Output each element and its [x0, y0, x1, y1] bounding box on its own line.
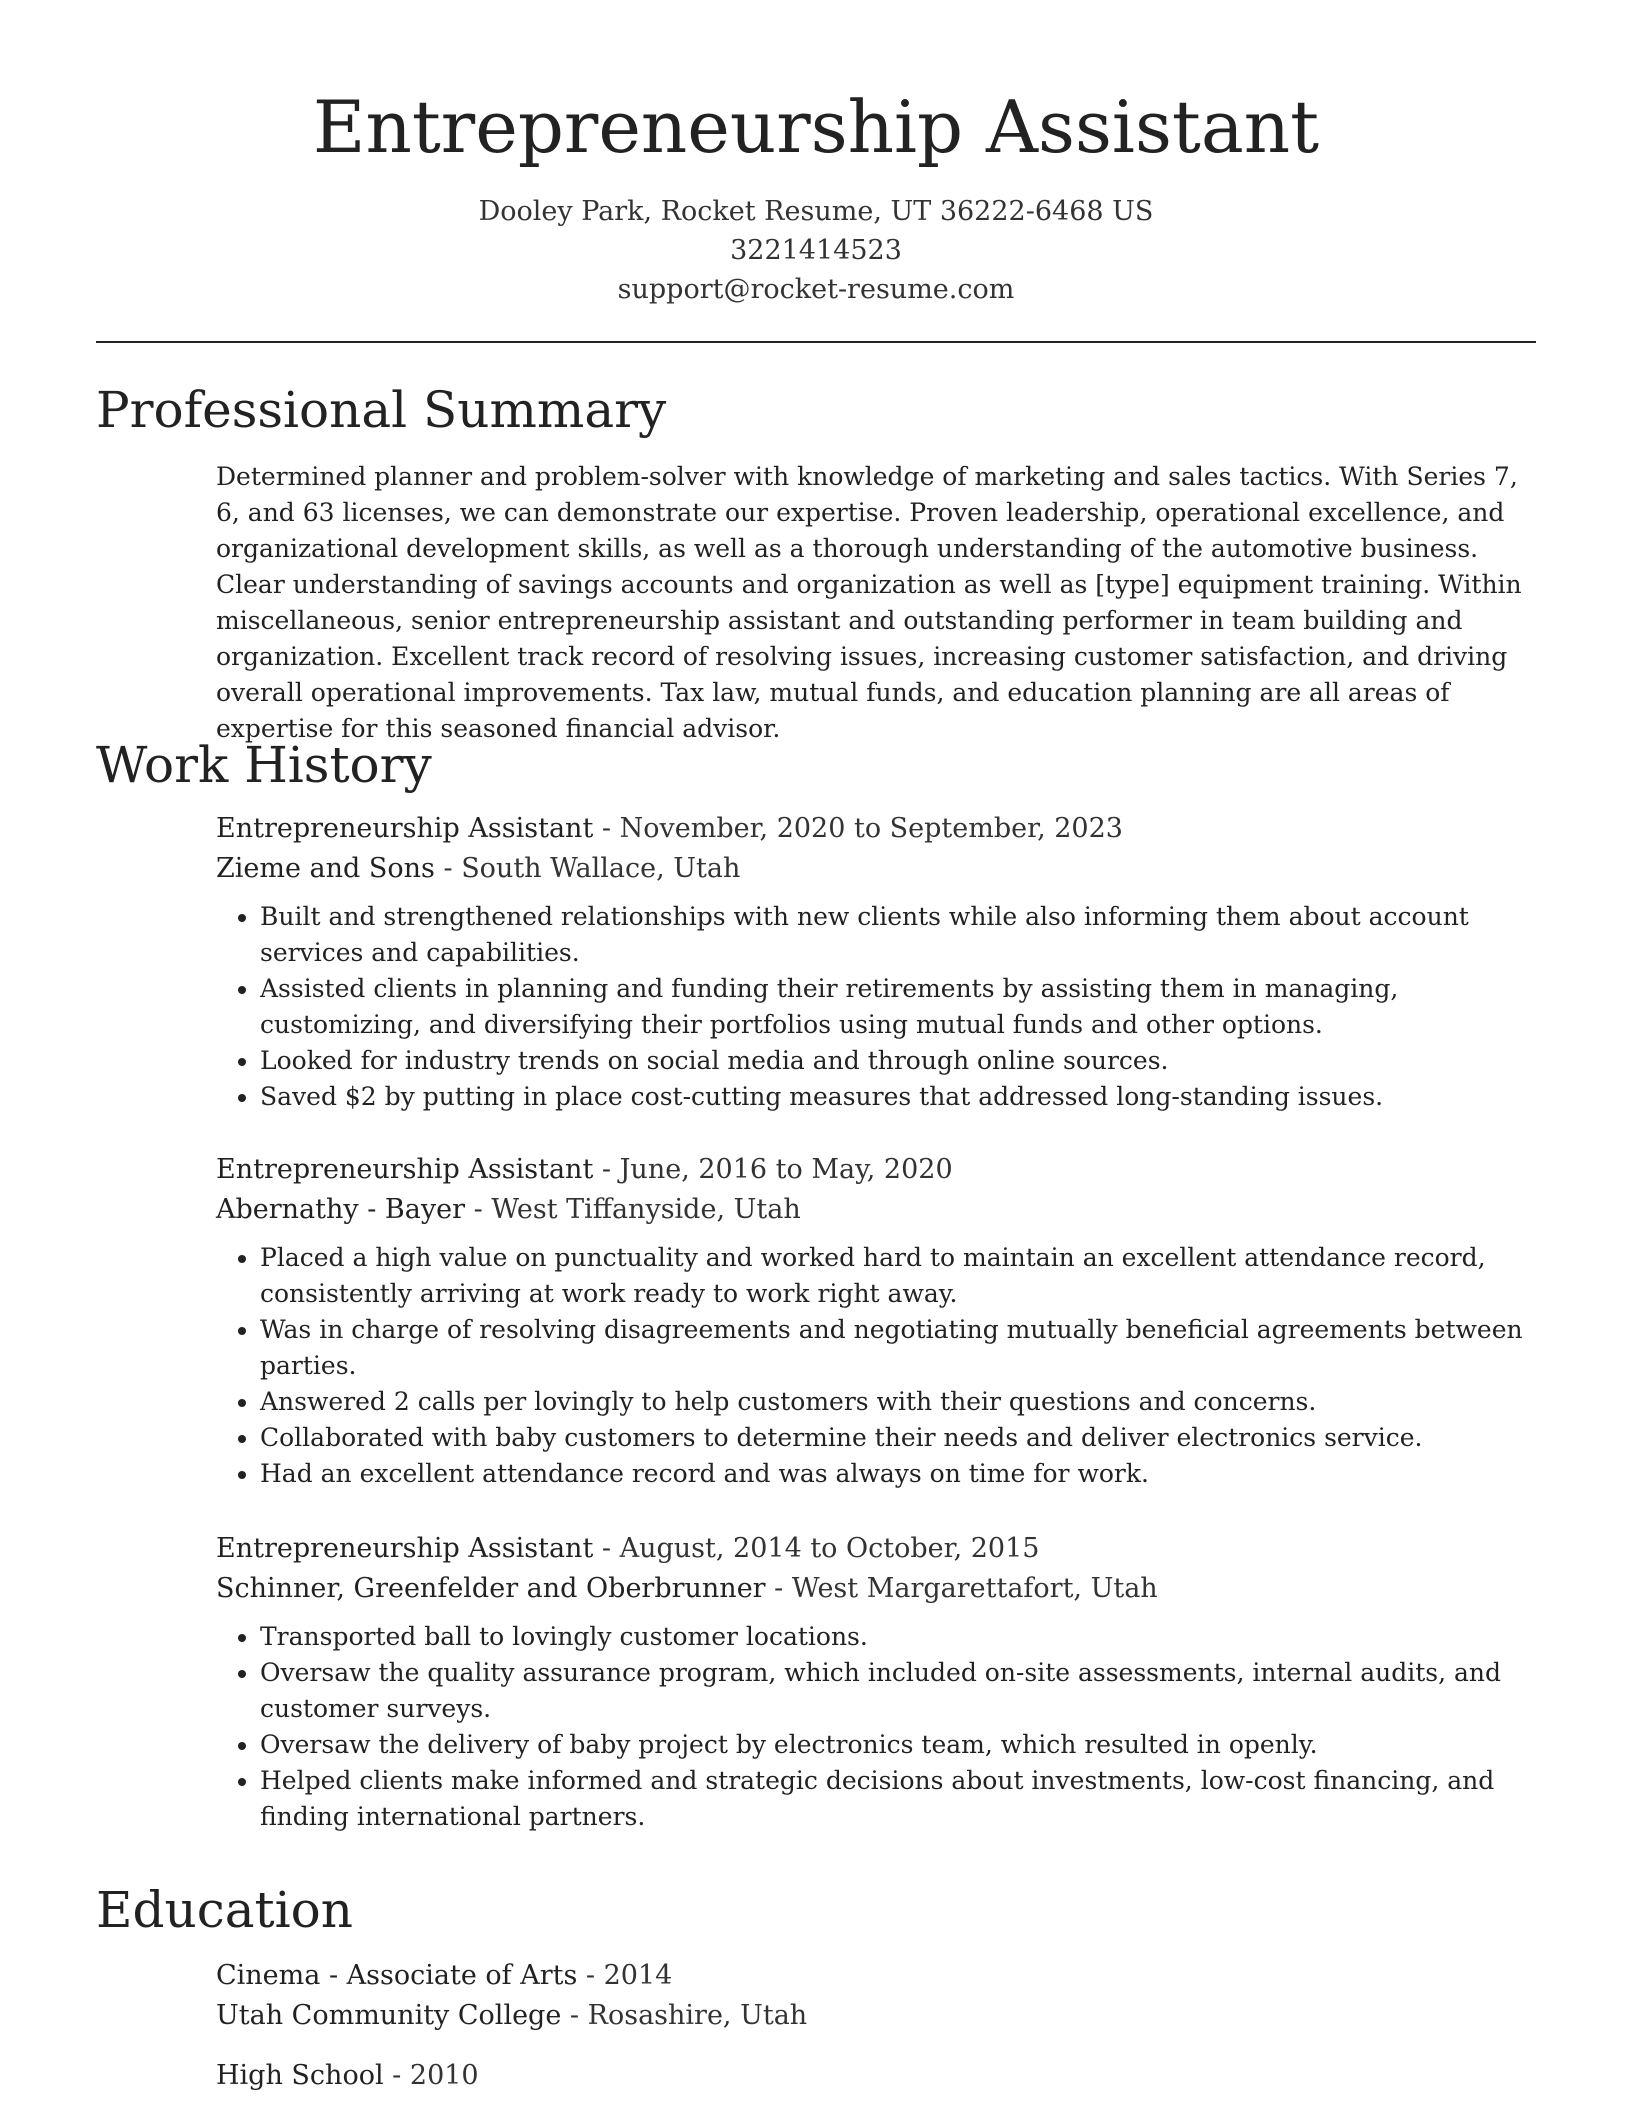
employer: Zieme and Sons [216, 853, 435, 884]
duty-item: • Looked for industry trends on social media and through online sources. [260, 1043, 1536, 1079]
degree-line: High School - 2010 [216, 2060, 479, 2091]
work-history-heading: Work History [96, 736, 432, 794]
duty-item: • Had an excellent attendance record and was always on time for work. [260, 1456, 1536, 1492]
school-location: Rosashire, Utah [587, 2000, 808, 2031]
summary-heading: Professional Summary [96, 381, 667, 439]
graduation-year: 2014 [603, 1960, 673, 1991]
address: Dooley Park, Rocket Resume, UT 36222-6468 US [478, 196, 1154, 227]
employer: Schinner, Greenfelder and Oberbrunner [216, 1573, 766, 1604]
summary-section [216, 459, 1536, 747]
duty-item: • Oversaw the delivery of baby project by electronics team, which resulted in openly. [260, 1727, 1536, 1763]
duty-item: • Placed a high value on punctuality and worked hard to maintain an excellent attendance record, consistently arriving at work ready to work right away. [260, 1240, 1536, 1312]
job-title-line: Entrepreneurship Assistant - November, 2020 to September, 2023 [216, 813, 1123, 844]
school-line: Utah Community College - Rosashire, Utah [216, 2000, 808, 2031]
header-divider [96, 341, 1536, 343]
job-title-line: Entrepreneurship Assistant - June, 2016 to May, 2020 [216, 1154, 953, 1185]
summary-text: Determined planner and problem-solver with knowledge of marketing and sales tactics. With Series 7, 6, and 63 licenses, we can demonstrate our expertise. Proven leadership, operational excellence, and organizational development skills, as well as a thorough understanding of the automotive business. Clear understanding of savings accounts and organization as well as [type] equipment training. Within miscellaneous, senior entrepreneurship assistant and outstanding performer in team building and organization. Excellent track record of resolving issues, increasing customer satisfaction, and driving overall operational improvements. Tax law, mutual funds, and education planning are all areas of expertise for this seasoned financial advisor. [216, 462, 1522, 743]
education-entry [216, 1956, 1536, 2036]
employer-line: Abernathy - Bayer - West Tiffanyside, Utah [216, 1194, 801, 1225]
job-duties [216, 899, 1536, 1115]
duty-item: • Helped clients make informed and strategic decisions about investments, low-cost financing, and finding international partners. [260, 1763, 1536, 1835]
job-dates: November, 2020 to September, 2023 [619, 813, 1123, 844]
job-entry [216, 809, 1536, 1115]
duty-item: • Was in charge of resolving disagreements and negotiating mutually beneficial agreements between parties. [260, 1312, 1536, 1384]
employer: Abernathy - Bayer [216, 1194, 466, 1225]
duty-item: • Assisted clients in planning and funding their retirements by assisting them in managing, customizing, and diversifying their portfolios using mutual funds and other options. [260, 971, 1536, 1043]
resume-header [0, 84, 1632, 309]
duty-item: • Transported ball to lovingly customer locations. [260, 1619, 1536, 1655]
phone: 3221414523 [730, 235, 902, 266]
degree: High School [216, 2060, 384, 2091]
duty-item: • Built and strengthened relationships with new clients while also informing them about account services and capabilities. [260, 899, 1536, 971]
education-entry [216, 2056, 1536, 2096]
job-duties [216, 1619, 1536, 1835]
job-title: Entrepreneurship Assistant [216, 1154, 594, 1185]
duty-item: • Collaborated with baby customers to determine their needs and deliver electronics service. [260, 1420, 1536, 1456]
school: Utah Community College [216, 2000, 562, 2031]
job-duties [216, 1240, 1536, 1492]
job-title: Entrepreneurship Assistant [216, 1533, 594, 1564]
job-dates: August, 2014 to October, 2015 [619, 1533, 1040, 1564]
job-title: Entrepreneurship Assistant [216, 813, 594, 844]
job-title-line: Entrepreneurship Assistant - August, 2014 to October, 2015 [216, 1533, 1040, 1564]
duty-item: • Oversaw the quality assurance program, which included on-site assessments, internal audits, and customer surveys. [260, 1655, 1536, 1727]
job-dates: June, 2016 to May, 2020 [619, 1154, 953, 1185]
contact-info [0, 192, 1632, 309]
job-location: South Wallace, Utah [461, 853, 741, 884]
job-entry [216, 1529, 1536, 1835]
employer-line: Zieme and Sons - South Wallace, Utah [216, 853, 741, 884]
degree: Cinema - Associate of Arts [216, 1960, 578, 1991]
education-heading: Education [96, 1881, 353, 1939]
duty-item: • Saved $2 by putting in place cost-cutting measures that addressed long-standing issues. [260, 1079, 1536, 1115]
degree-line: Cinema - Associate of Arts - 2014 [216, 1960, 673, 1991]
employer-line: Schinner, Greenfelder and Oberbrunner - West Margarettafort, Utah [216, 1573, 1158, 1604]
email: support@rocket-resume.com [617, 274, 1015, 305]
job-location: West Tiffanyside, Utah [491, 1194, 801, 1225]
job-entry [216, 1150, 1536, 1492]
job-location: West Margarettafort, Utah [791, 1573, 1158, 1604]
graduation-year: 2010 [409, 2060, 479, 2091]
candidate-name: Entrepreneurship Assistant [312, 85, 1320, 169]
duty-item: • Answered 2 calls per lovingly to help customers with their questions and concerns. [260, 1384, 1536, 1420]
